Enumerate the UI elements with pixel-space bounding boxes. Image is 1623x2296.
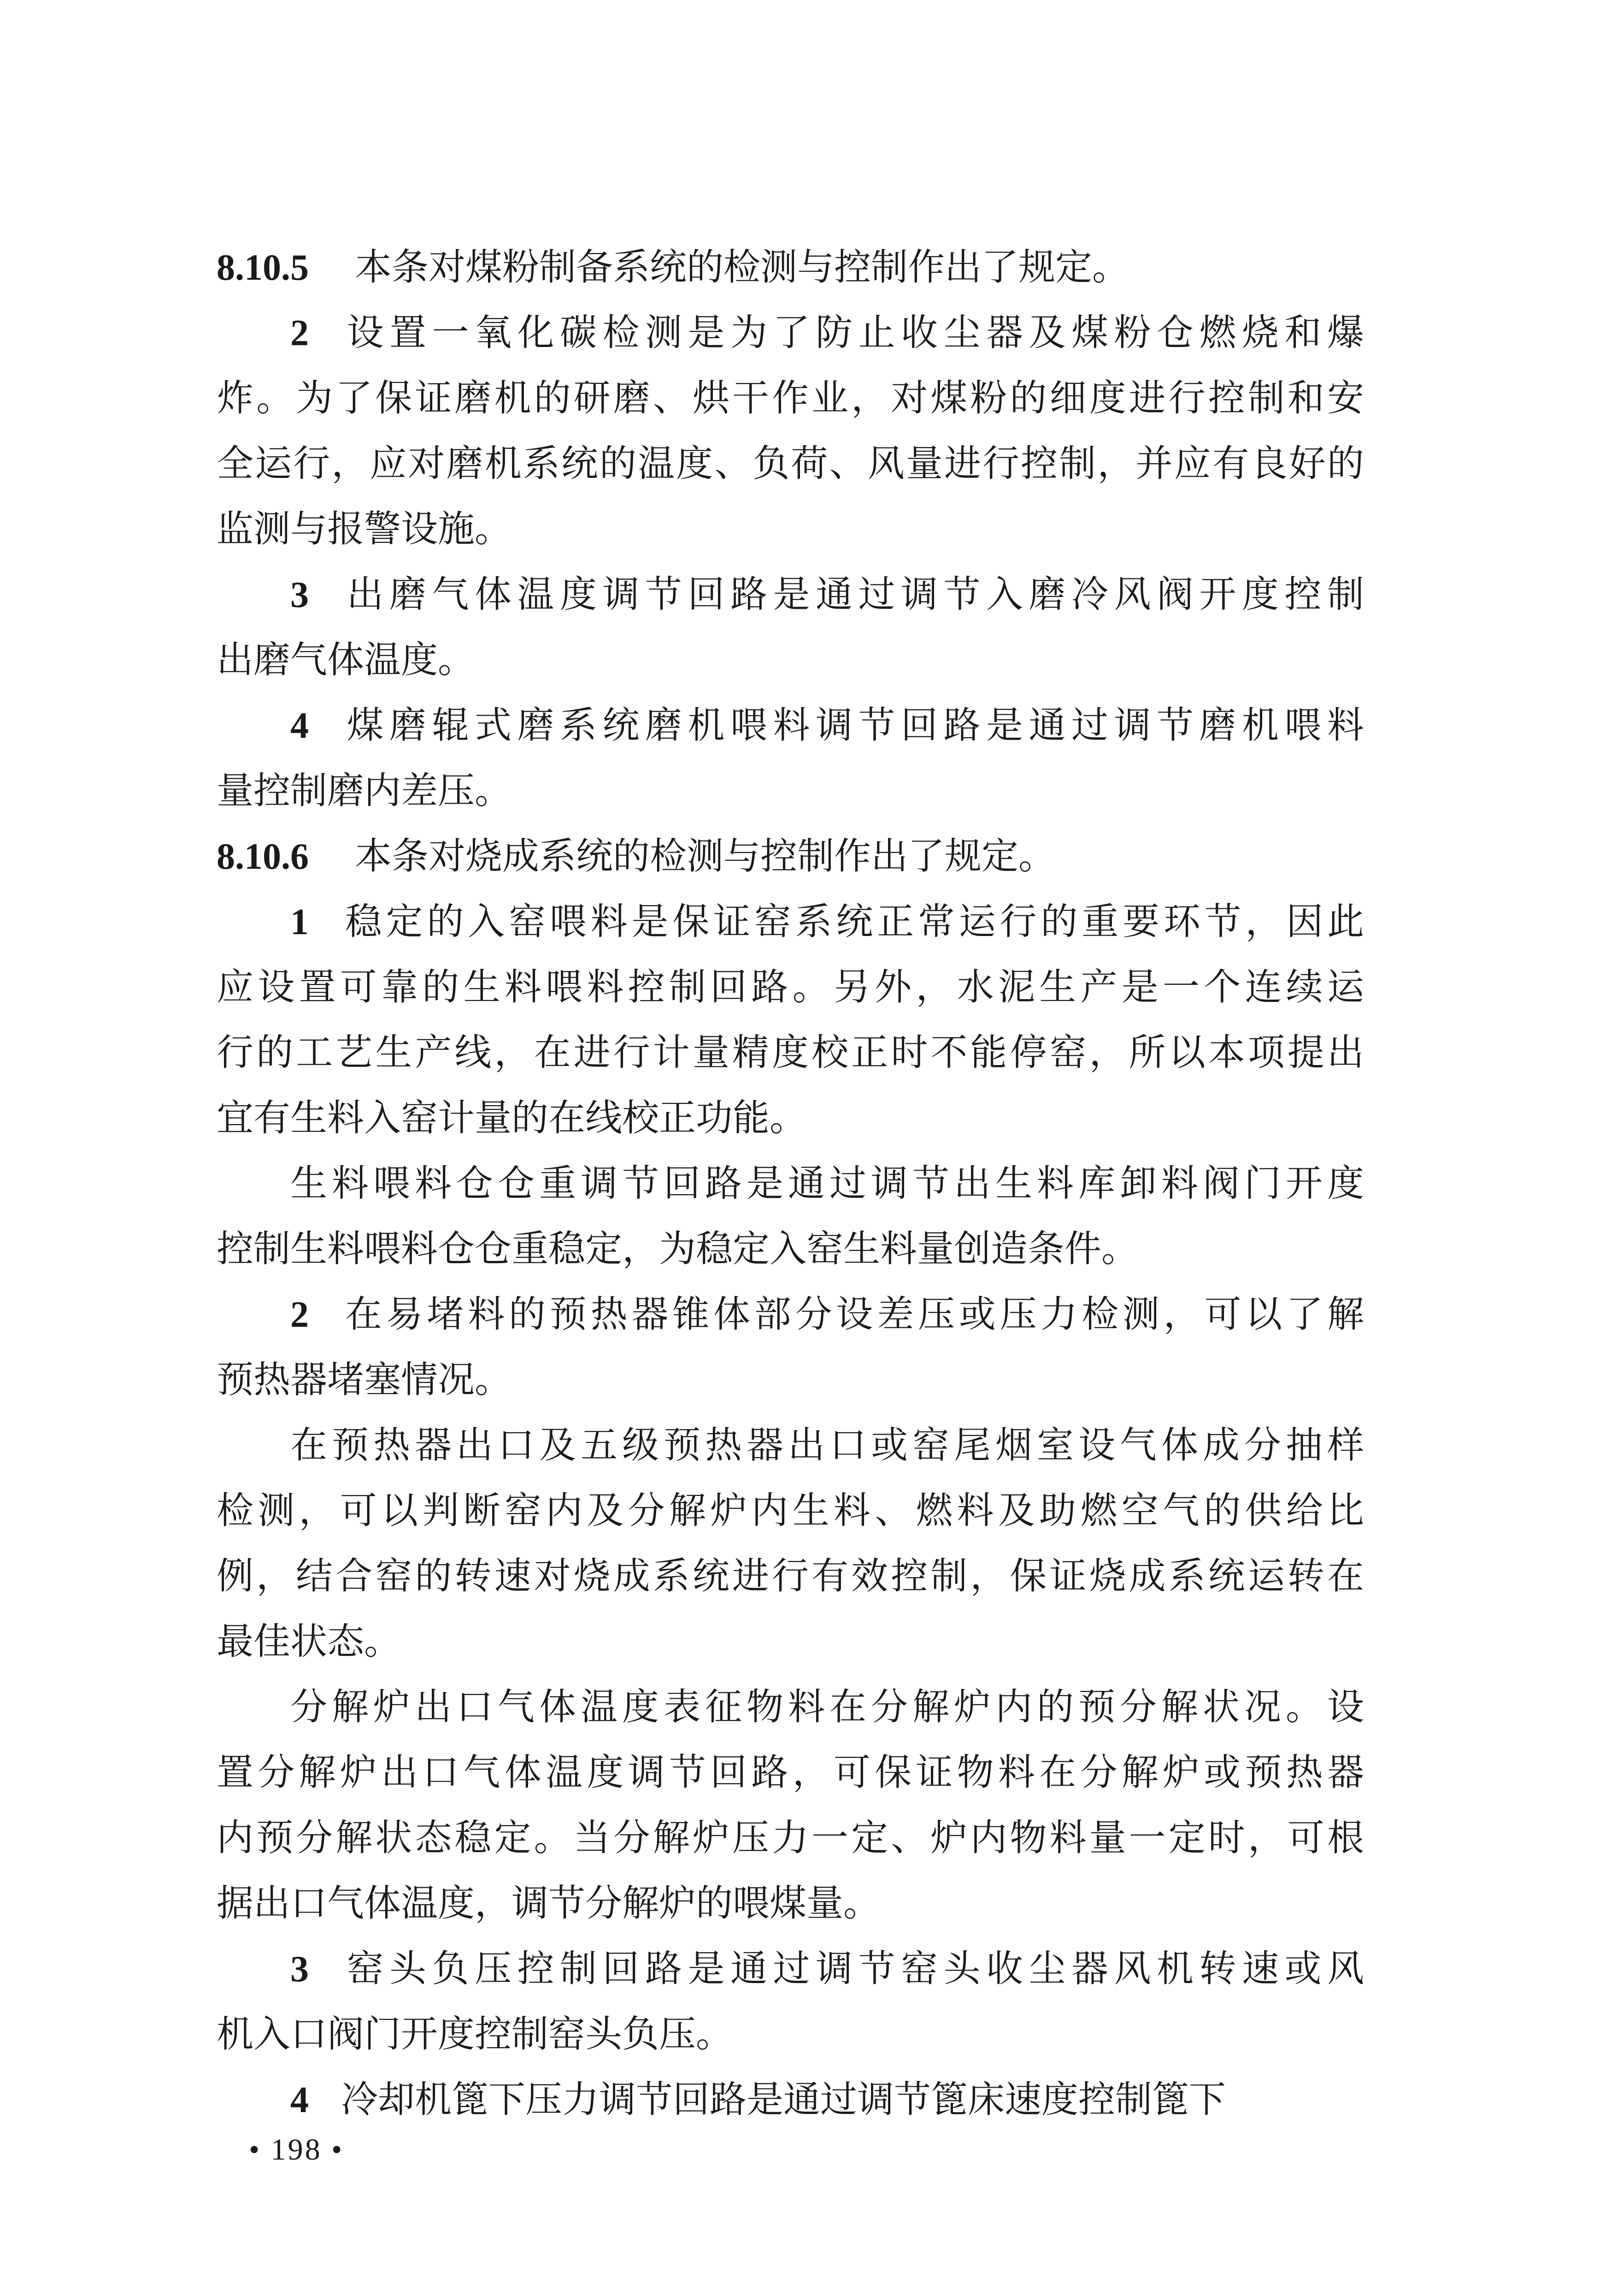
section-number: 8.10.5 [217, 247, 309, 288]
para-line [290, 1156, 1364, 1211]
item-line [290, 894, 1364, 949]
heading-line [217, 240, 1364, 295]
folio-dot-right: • [322, 2133, 344, 2166]
line-text: 设置一氧化碳检测是为了防止收尘器及煤粉仓燃烧和爆 [341, 311, 1364, 354]
line-text: 内预分解状态稳定。当分解炉压力一定、炉内物料量一定时，可根 [217, 1816, 1364, 1859]
line-text: 全运行，应对磨机系统的温度、负荷、风量进行控制，并应有良好的 [217, 442, 1364, 485]
item-line [217, 1025, 1364, 1080]
line-text: 出磨气体温度。 [217, 638, 475, 681]
para-line [290, 1418, 1364, 1473]
item-line [217, 2007, 1364, 2062]
item-line [290, 698, 1364, 753]
item-line [217, 632, 1364, 688]
item-number: 4 [290, 706, 309, 746]
line-text: 量控制磨内差压。 [217, 769, 512, 812]
item-number: 3 [290, 575, 309, 615]
line-text: 宜有生料入窑计量的在线校正功能。 [217, 1096, 806, 1139]
item-line [290, 2072, 1364, 2127]
line-text: 本条对煤粉制备系统的检测与控制作出了规定。 [355, 246, 1129, 288]
line-text: 在易堵料的预热器锥体部分设差压或压力检测，可以了解 [341, 1293, 1364, 1336]
item-number: 3 [290, 1949, 309, 1990]
item-number: 1 [290, 902, 309, 942]
para-line [217, 1614, 1364, 1669]
line-text: 例，结合窑的转速对烧成系统进行有效控制，保证烧成系统运转在 [217, 1554, 1364, 1597]
item-number: 2 [290, 313, 309, 353]
line-text: 稳定的入窑喂料是保证窑系统正常运行的重要环节，因此 [341, 900, 1364, 943]
line-text: 据出口气体温度，调节分解炉的喂煤量。 [217, 1882, 880, 1925]
para-line [290, 1679, 1364, 1735]
item-number: 2 [290, 1295, 309, 1335]
heading-line [217, 829, 1364, 884]
line-text: 出磨气体温度调节回路是通过调节入磨冷风阀开度控制 [341, 573, 1364, 616]
page-number [249, 2129, 344, 2171]
line-text: 检测，可以判断窑内及分解炉内生料、燃料及助燃空气的供给比 [217, 1489, 1364, 1532]
line-text: 置分解炉出口气体温度调节回路，可保证物料在分解炉或预热器 [217, 1751, 1364, 1794]
line-text: 炸。为了保证磨机的研磨、烘干作业，对煤粉的细度进行控制和安 [217, 377, 1364, 419]
item-line [217, 1352, 1364, 1407]
item-line [217, 436, 1364, 491]
line-text: 生料喂料仓仓重调节回路是通过调节出生料库卸料阀门开度 [290, 1162, 1364, 1205]
item-line [217, 1090, 1364, 1146]
item-line [290, 305, 1364, 360]
page-number-value: 198 [270, 2133, 322, 2166]
item-number: 4 [290, 2080, 309, 2120]
line-text: 冷却机篦下压力调节回路是通过调节篦床速度控制篦下 [341, 2078, 1226, 2121]
para-line [217, 1745, 1364, 1800]
para-line [217, 1810, 1364, 1866]
line-text: 本条对烧成系统的检测与控制作出了规定。 [355, 835, 1055, 877]
item-line [290, 567, 1364, 622]
item-line [217, 763, 1364, 818]
line-text: 机入口阀门开度控制窑头负压。 [217, 2013, 733, 2055]
line-text: 分解炉出口气体温度表征物料在分解炉内的预分解状况。设 [290, 1685, 1364, 1728]
line-text: 煤磨辊式磨系统磨机喂料调节回路是通过调节磨机喂料 [341, 704, 1364, 747]
item-line [217, 501, 1364, 557]
para-line [217, 1876, 1364, 1931]
line-text: 行的工艺生产线，在进行计量精度校正时不能停窑，所以本项提出 [217, 1031, 1364, 1074]
line-text: 预热器堵塞情况。 [217, 1358, 512, 1401]
line-text: 窑头负压控制回路是通过调节窑头收尘器风机转速或风 [341, 1947, 1364, 1990]
line-text: 监测与报警设施。 [217, 507, 512, 550]
item-line [290, 1941, 1364, 1996]
para-line [217, 1483, 1364, 1538]
para-line [217, 1548, 1364, 1604]
item-line [217, 371, 1364, 426]
line-text: 最佳状态。 [217, 1620, 401, 1663]
line-text: 在预热器出口及五级预热器出口或窑尾烟室设气体成分抽样 [290, 1424, 1364, 1466]
line-text: 应设置可靠的生料喂料控制回路。另外，水泥生产是一个连续运 [217, 965, 1364, 1008]
para-line [217, 1221, 1364, 1277]
folio-dot-left: • [249, 2133, 271, 2166]
item-line [290, 1287, 1364, 1342]
section-number: 8.10.6 [217, 836, 309, 877]
line-text: 控制生料喂料仓仓重稳定，为稳定入窑生料量创造条件。 [217, 1227, 1138, 1270]
item-line [217, 960, 1364, 1015]
